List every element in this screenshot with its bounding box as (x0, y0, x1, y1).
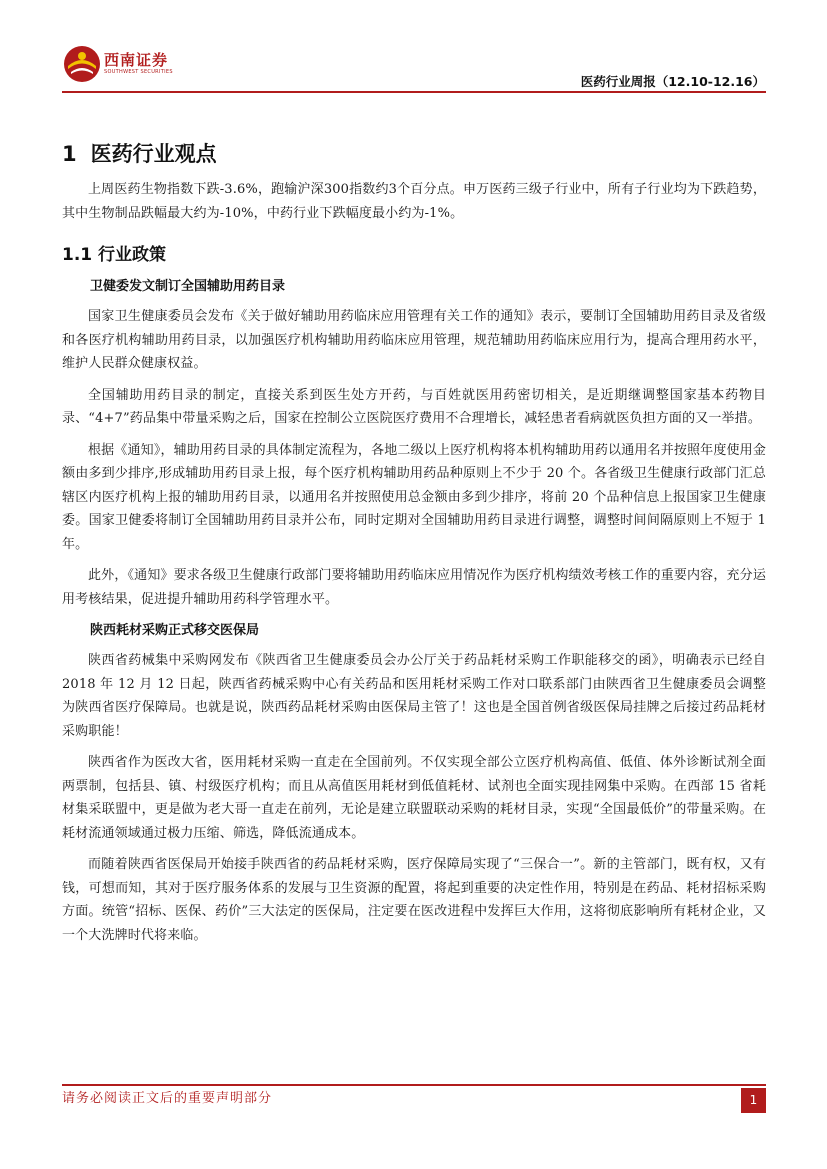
topic-1-paragraph: 全国辅助用药目录的制定，直接关系到医生处方开药，与百姓就医用药密切相关，是近期继调整国家基本药物目录、“4+7”药品集中带量采购之后，国家在控制公立医院医疗费用不合理增长，减轻患者看病就医负担方面的又一举措。 (62, 387, 766, 426)
logo-english-name: SOUTHWEST SECURITIES (104, 69, 173, 75)
topic-2-heading: 陕西耗材采购正式移交医保局 (90, 623, 260, 638)
header-divider (62, 91, 766, 93)
document-body (62, 140, 766, 955)
section-number: 1 (62, 142, 77, 166)
section-1-1-heading: 1.1 行业政策 (62, 245, 167, 265)
topic-1-paragraph: 根据《通知》，辅助用药目录的具体制定流程为，各地二级以上医疗机构将本机构辅助用药以通用名并按照年度使用金额由多到少排序,形成辅助用药目录上报，每个医疗机构辅助用药品种原则上不少于 20 个。各省级卫生健康行政部门汇总辖区内医疗机构上报的辅助用药目录，以通用名并按照使用总金额由多到少排序，将前 20 个品种信息上报国家卫生健康委。国家卫健委将制订全国辅助用药目录并公布，同时定期对全国辅助用药目录进行调整，调整时间间隔原则上不短于 1 年。 (62, 442, 766, 552)
topic-1-paragraph: 国家卫生健康委员会发布《关于做好辅助用药临床应用管理有关工作的通知》表示，要制订全国辅助用药目录及省级和各医疗机构辅助用药目录，以加强医疗机构辅助用药临床应用管理，规范辅助用药临床应用行为，提高合理用药水平，维护人民群众健康权益。 (62, 309, 766, 371)
page-header (0, 0, 827, 96)
logo-wordmark (104, 52, 174, 76)
footer-disclaimer: 请务必阅读正文后的重要声明部分 (62, 1091, 273, 1106)
section-1-heading (62, 140, 766, 168)
section-1-intro: 上周医药生物指数下跌-3.6%，跑输沪深300指数约3个百分点。申万医药三级子行业中，所有子行业均为下跌趋势，其中生物制品跌幅最大约为-10%，中药行业下跌幅度最小约为-1%。 (62, 182, 766, 221)
topic-2-paragraph: 陕西省药械集中采购网发布《陕西省卫生健康委员会办公厅关于药品耗材采购工作职能移交的函》，明确表示已经自 2018 年 12 月 12 日起，陕西省药械采购中心有关药品和医用耗材采购工作对口联系部门由陕西省卫生健康委员会调整为陕西省医疗保障局。也就是说，陕西药品耗材采购由医保局主管了！这也是全国首例省级医保局挂牌之后接过药品耗材采购职能！ (62, 653, 766, 739)
topic-1-heading: 卫健委发文制订全国辅助用药目录 (90, 279, 286, 294)
southwest-securities-logo-icon (62, 44, 102, 84)
section-title: 医药行业观点 (90, 142, 217, 166)
topic-2-paragraph: 而随着陕西省医保局开始接手陕西省的药品耗材采购，医疗保障局实现了“三保合一”。新的主管部门，既有权，又有钱，可想而知，其对于医疗服务体系的发展与卫生资源的配置，将起到重要的决定性作用，特别是在药品、耗材招标采购方面。统管“招标、医保、药价”三大法定的医保局，注定要在医改进程中发挥巨大作用，这将彻底影响所有耗材企业，又一个大洗牌时代将来临。 (62, 857, 766, 943)
topic-2-paragraph: 陕西省作为医改大省，医用耗材采购一直走在全国前列。不仅实现全部公立医疗机构高值、低值、体外诊断试剂全面两票制，包括县、镇、村级医疗机构；而且从高值医用耗材到低值耗材、试剂也全面实现挂网集中采购。在西部 15 省耗材集采联盟中，更是做为老大哥一直走在前列，无论是建立联盟联动采购的耗材目录，实现“全国最低价”的带量采购。在耗材流通领域通过极力压缩、筛选，降低流通成本。 (62, 755, 766, 841)
footer-divider (62, 1084, 766, 1086)
logo-chinese-name: 西南证券 (104, 51, 169, 69)
report-title: 医药行业周报（12.10-12.16） (580, 74, 765, 89)
page-number: 1 (741, 1088, 766, 1113)
topic-1-paragraph: 此外，《通知》要求各级卫生健康行政部门要将辅助用药临床应用情况作为医疗机构绩效考核工作的重要内容，充分运用考核结果，促进提升辅助用药科学管理水平。 (62, 568, 766, 607)
